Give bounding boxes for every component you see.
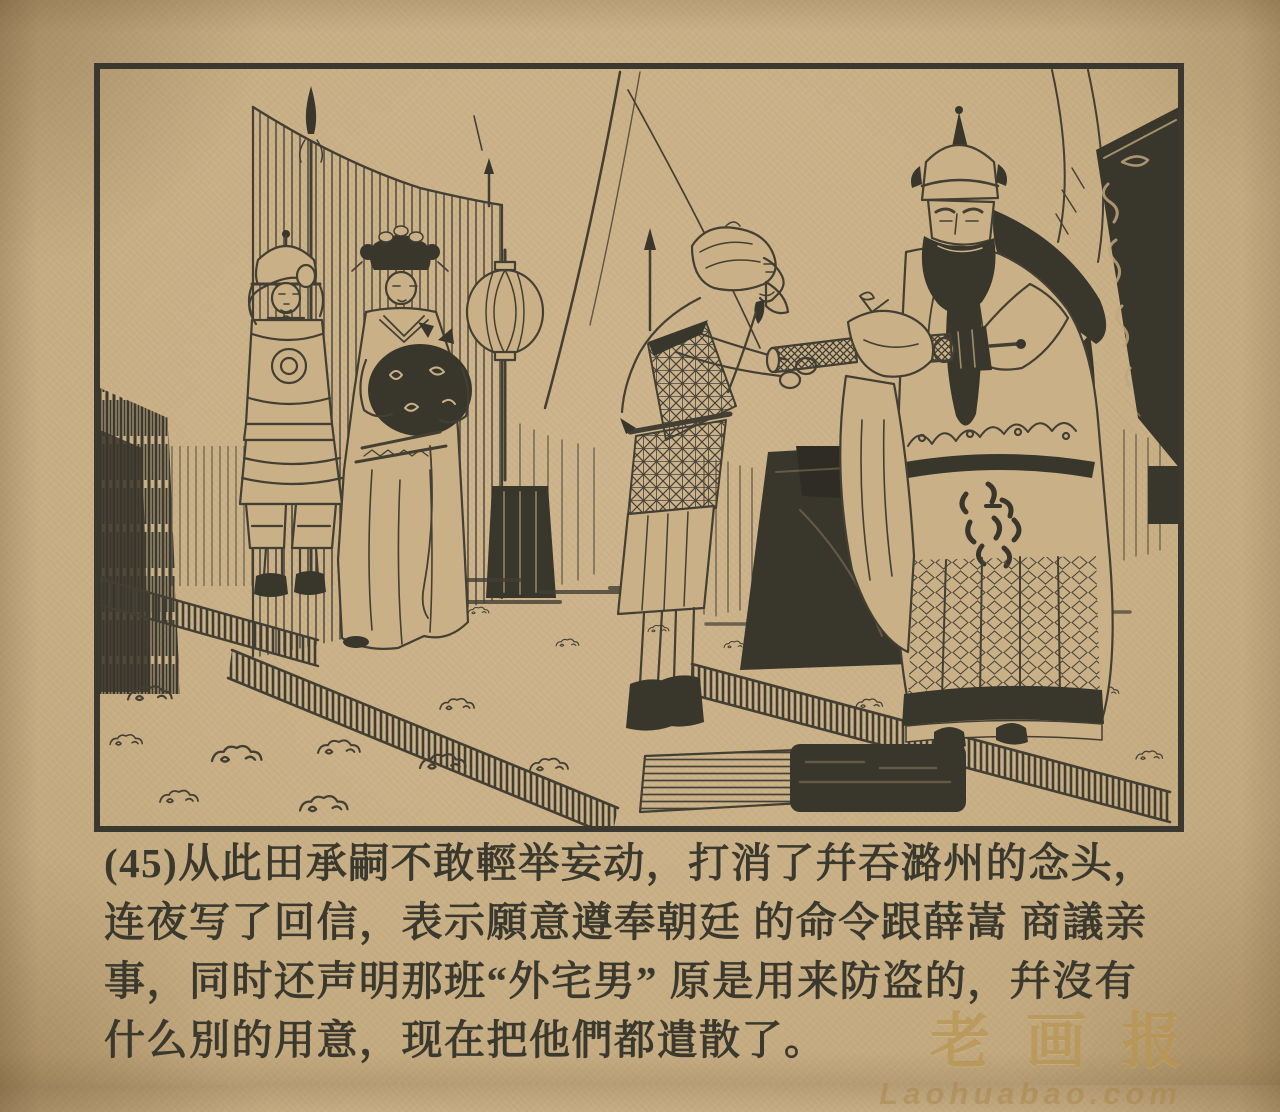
caption-line-4: 什么別的用意，现在把他們都遣散了。 (104, 1017, 827, 1063)
caption-line-2: 连夜写了回信，表示願意遵奉朝廷 的命令跟薛嵩 商議亲 (104, 899, 1148, 945)
decorated-screen-panel (1096, 106, 1181, 524)
caption-line-3: 事，同时还声明那班“外宅男” 原是用来防盗的，幷沒有 (104, 958, 1138, 1004)
general-figure (895, 106, 1112, 749)
watermark-site-url: Laohuabao.com (879, 1076, 1182, 1111)
caption-line-1: (45)从此田承嗣不敢輕举妄动，打消了幷吞潞州的念头， (104, 840, 1156, 886)
caption-block (104, 834, 1184, 1070)
watermark-logo: 老画报 (930, 1008, 1218, 1075)
